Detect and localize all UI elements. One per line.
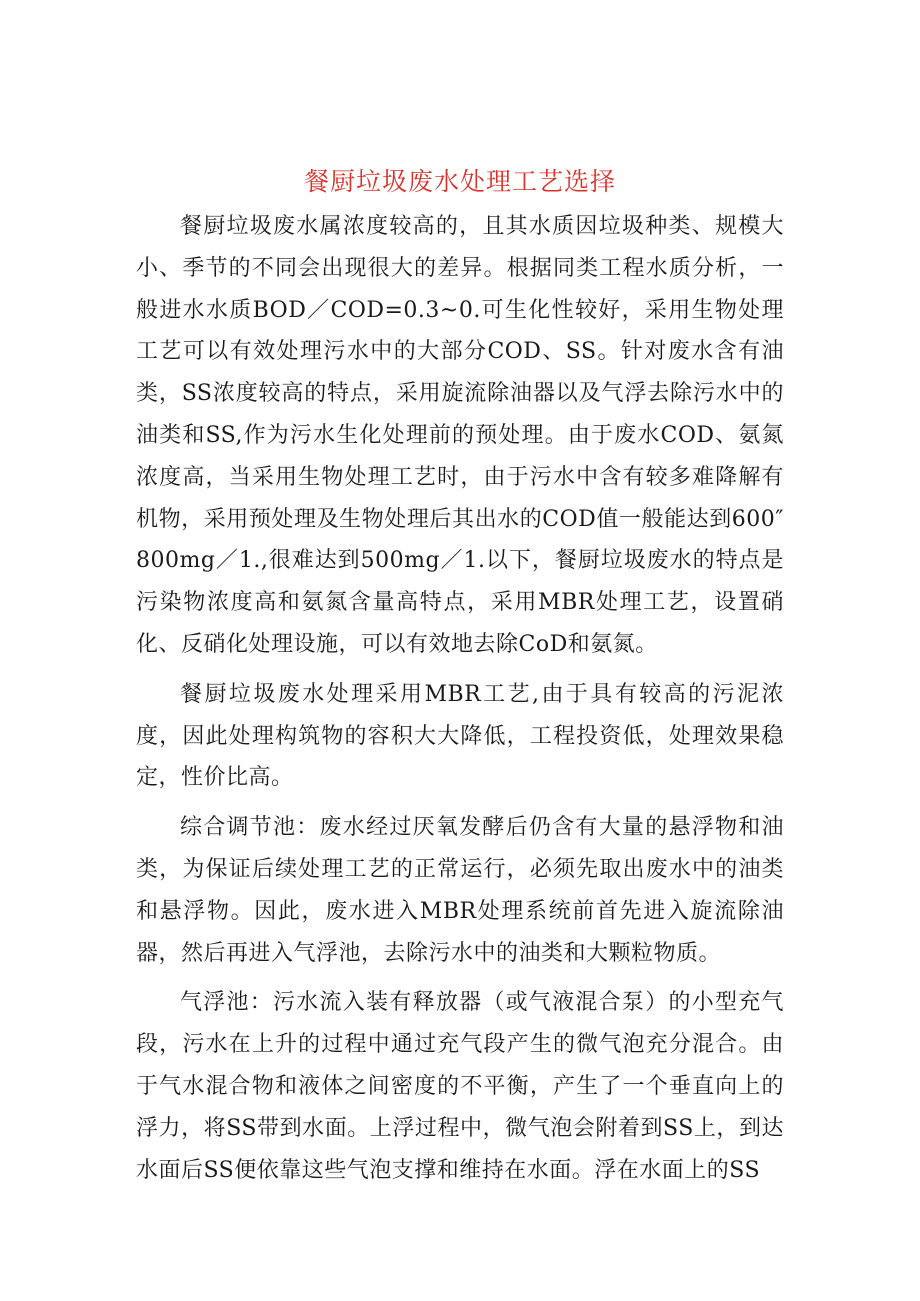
paragraph-air-flotation: 气浮池：污水流入装有释放器（或气液混合泵）的小型充气段，污水在上升的过程中通过充气段产生的微气泡充分混合。由于气水混合物和液体之间密度的不平衡，产生了一个垂直向上的浮力，将SS带到水面。上浮过程中，微气泡会附着到SS上，到达水面后SS便依靠这些气泡支撑和维持在水面。浮在水面上的SS bbox=[136, 990, 784, 1183]
document-title: 餐厨垃圾废水处理工艺选择 bbox=[303, 167, 616, 196]
document-body bbox=[136, 206, 784, 1199]
paragraph-regulating-tank: 综合调节池：废水经过厌氧发酵后仍含有大量的悬浮物和油类，为保证后续处理工艺的正常运行，必须先取出废水中的油类和悬浮物。因此，废水进入MBR处理系统前首先进入旋流除油器，然后再进入气浮池，去除污水中的油类和大颗粒物质。 bbox=[136, 815, 784, 966]
paragraph-intro: 餐厨垃圾废水属浓度较高的，且其水质因垃圾种类、规模大小、季节的不同会出现很大的差异。根据同类工程水质分析，一般进水水质BOD／COD=0.3~0.可生化性较好，采用生物处理工艺可以有效处理污水中的大部分COD、SS。针对废水含有油类，SS浓度较高的特点，采用旋流除油器以及气浮去除污水中的油类和SS,作为污水生化处理前的预处理。由于废水COD、氨氮浓度高，当采用生物处理工艺时，由于污水中含有较多难降解有机物，采用预处理及生物处理后其出水的COD值一般能达到600″800mg／1.,很难达到500mg／1.以下，餐厨垃圾废水的特点是污染物浓度高和氨氮含量高特点，采用MBR处理工艺，设置硝化、反硝化处理设施，可以有效地去除CoD和氨氮。 bbox=[136, 214, 784, 657]
paragraph-mbr: 餐厨垃圾废水处理采用MBR工艺,由于具有较高的污泥浓度，因此处理构筑物的容积大大降低，工程投资低，处理效果稳定，性价比高。 bbox=[136, 681, 784, 791]
